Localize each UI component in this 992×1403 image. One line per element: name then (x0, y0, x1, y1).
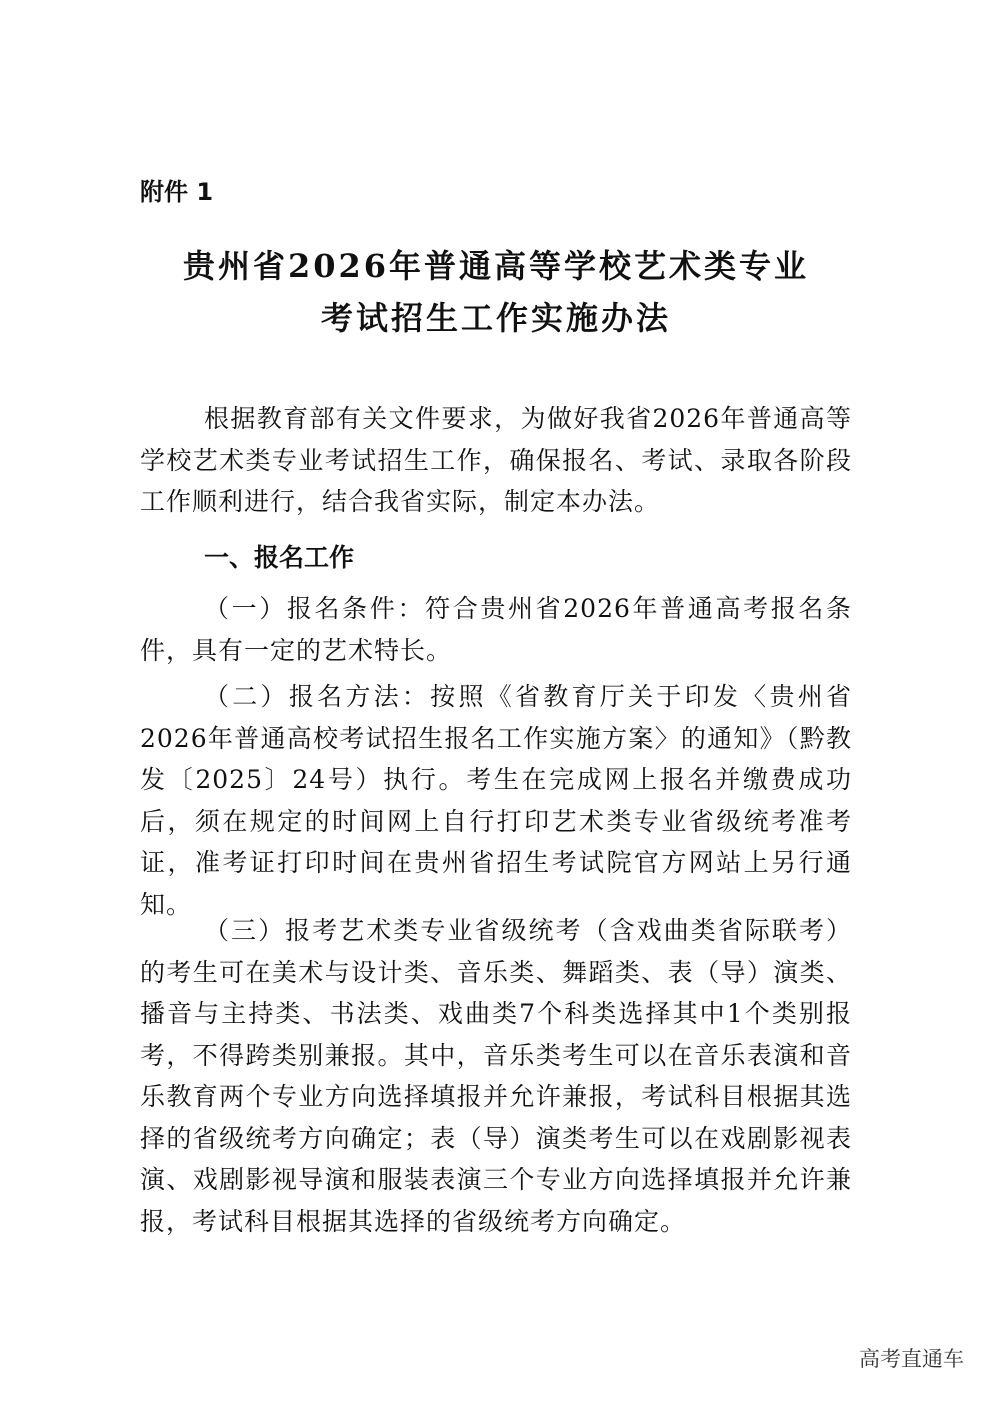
document-title-line-2: 考试招生工作实施办法 (320, 299, 671, 337)
intro-paragraph: 根据教育部有关文件要求，为做好我省2026年普通高等学校艺术类专业考试招生工作，确保报名、考试、录取各阶段工作顺利进行，结合我省实际，制定本办法。 (140, 404, 852, 516)
document-title-line-1: 贵州省2026年普通高等学校艺术类专业 (182, 247, 810, 285)
paragraph-registration-method: （二）报名方法：按照《省教育厅关于印发〈贵州省2026年普通高校考试招生报名工作实施方案〉的通知》（黔教发〔2025〕24号）执行。考生在完成网上报名并缴费成功后，须在规定的时间网上自行打印艺术类专业省级统考准考证，准考证打印时间在贵州省招生考试院官方网站上另行通知。 (140, 682, 852, 919)
paragraph-registration-conditions: （一）报名条件：符合贵州省2026年普通高考报名条件，具有一定的艺术特长。 (140, 594, 852, 665)
attachment-label: 附件 1 (140, 178, 214, 206)
paragraph-art-category-exam: （三）报考艺术类专业省级统考（含戏曲类省际联考）的考生可在美术与设计类、音乐类、舞蹈类、表（导）演类、播音与主持类、书法类、戏曲类7个科类选择其中1个类别报考，不得跨类别兼报。其中，音乐类考生可以在音乐表演和音乐教育两个专业方向选择填报并允许兼报，考试科目根据其选择的省级统考方向确定；表（导）演类考生可以在戏剧影视表演、戏剧影视导演和服装表演三个专业方向选择填报并允许兼报，考试科目根据其选择的省级统考方向确定。 (140, 916, 852, 1236)
section-heading-registration: 一、报名工作 (204, 543, 355, 572)
watermark: 高考直通车 (859, 1347, 964, 1371)
